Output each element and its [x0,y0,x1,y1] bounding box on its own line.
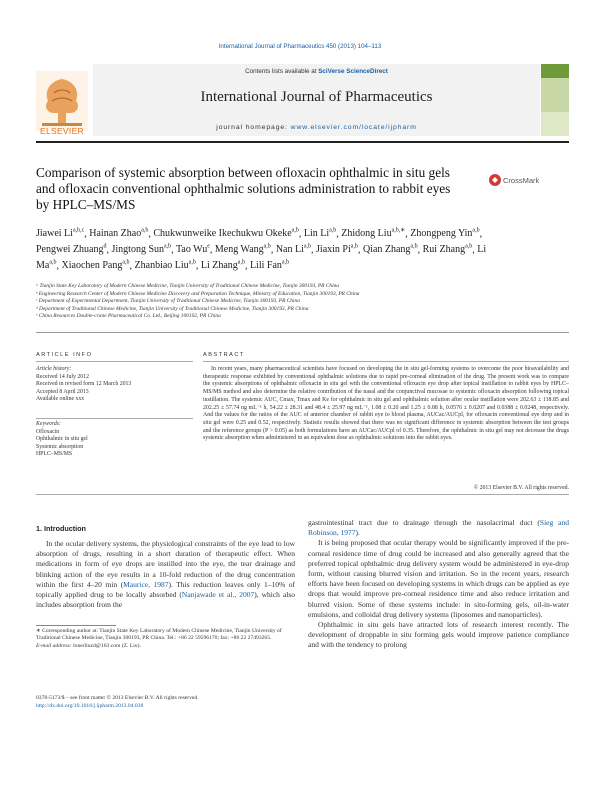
author-name: Zhidong Liu [341,228,392,240]
citation-link[interactable]: Maurice, 1987 [123,579,169,589]
author-affiliation-marker: a,b [291,228,299,234]
author [89,228,148,239]
keyword: HPLC–MS/MS [36,451,73,458]
email-line [36,643,295,650]
author-name: Jingtong Sun [111,244,165,256]
journal-citation: International Journal of Pharmaceutics 450 (2013) 104–113 [218,43,382,50]
issn-line: 0378-5173/$ – see front matter © 2013 Elsevier B.V. All rights reserved. [36,695,199,701]
author-name: Zhanbiao Liu [134,260,189,272]
keywords-rule [36,418,193,419]
author-affiliation-marker: a,b [465,243,473,250]
author-affiliation-marker: a,b,∗ [391,228,406,234]
author-name: Jiawei Li [36,228,73,240]
paragraph [308,518,569,538]
corresponding-author-note: ∗ Corresponding author at: Tianjin State Key Laboratory of Modern Chinese Medicine, Tianjin University of Traditional Chinese Medicine, Tianjin 300193, PR China. Tel.: +86 22 59596170; fax: +86 22 27493265. [36,628,282,642]
abstract-heading: ABSTRACT [203,352,245,358]
author [112,244,172,255]
author-name: Qian Zhang [362,244,411,256]
author-name: Xiaochen Pang [61,260,123,272]
history-item: Available online xxx [36,396,85,403]
homepage-url[interactable]: www.elsevier.com/locate/ijpharm [290,124,417,131]
crossmark-badge[interactable] [488,173,540,187]
journal-cover-thumbnail [541,64,569,136]
author-affiliation-marker: a,b [188,259,196,266]
contents-line [93,68,540,75]
author-affiliation-marker: a,b [303,243,312,250]
author [250,260,289,271]
author [62,260,130,271]
elsevier-wordmark: ELSEVIER [40,126,84,136]
introduction-heading: 1. Introduction [36,524,86,533]
author-name: Meng Wang [214,244,264,256]
page-footer [36,695,336,710]
contents-prefix: Contents lists available at [245,68,319,75]
paragraph: It is being proposed that ocular therapy would be significantly improved if the pre-corneal residence time of drug could be increased and also generally agreed that the preferred topical ophthalmic drug delivery system would be administered in eye-drop form, without causing blurred vision and irritation. So in the recent years, research efforts have been focused on developing systems in which drugs can be applied as eye drops that would improve pre-corneal residence time and also reduce irritation and blurred vision. Some of these systems include: in situ-forming gels, oil-in-water emulsions, and colloidal drug delivery systems (liposomes and nanoparticles). [308,538,569,619]
body-text: In the ocular delivery systems, the physiological constraints of the eye lead to low absorption of drugs, resulting in a short duration of therapeutic effect. When medications in form of eye drops are instilled into the eye, the tear drainage and blinking action of the eye results in a 10-fold reduction of the drug concentration within the first 4–20 min ( [36,539,295,589]
author-name: Pengwei Zhuang [36,244,104,256]
author-affiliation-marker: a,b [410,243,418,250]
affiliations [36,283,536,321]
journal-homepage [93,124,540,131]
sciencedirect-link[interactable]: SciVerse ScienceDirect [318,68,388,75]
cover-top-band [541,64,569,78]
author-name: Li Zhang [200,260,238,272]
body-text: ). This reduction leaves only 1–10% of topically applied drug to be locally absorbed ( [36,579,295,600]
author-affiliation-marker: a,b [350,243,358,250]
body-text: gastrointestinal tract due to drainage through the nasolacrimal duct ( [308,518,540,527]
affiliation-rule [36,332,569,333]
citation-link[interactable]: Sieg and Robinson, 1977 [308,518,569,538]
author-name: Jiaxin Pi [316,244,351,256]
author-list: Jiawei Li$^{a,b,c}$, Hainan Zhao$^{a,b}$, Chukwunweike Ikechukwu Okeke$^{a,b}$, Lin Li$^{a,b}$, Zhidong Liu$^{a,b,∗}$, Zhongpeng Yin$^{a,b}$, Pengwei Zhuang$^d$, Jingtong Sun$^{a,b}$, Tao Wu$^e$, Meng Wang$^{a,b}$, Nan Li$^{a,b}$, Jiaxin Pi$^{a,b}$, Qian Zhang$^{a,b}$, Rui Zhang$^{a,b}$, Li Ma$^{a,b}$, Xiaochen Pang$^{a,b}$, Zhanbiao Liu$^{a,b}$, Li Zhang$^{a,b}$, Lili Fan$^{a,b}$ [36,228,487,272]
affiliation: ᵈ Department of Traditional Chinese Medicine, Tianjin University of Traditional Chinese Medicine, Tianjin 300193, PR China [36,305,309,312]
affiliation: ᵇ Engineering Research Center of Modern Chinese Medicine Discovery and Preparation Technique, Ministry of Education, Tianjin 300193, PR China [36,290,360,297]
history-item: Accepted 8 April 2013 [36,388,89,395]
author-name: Hainan Zhao [89,228,142,240]
author [201,260,245,271]
author [410,228,479,239]
body-text: ). [355,528,360,538]
author [153,228,298,239]
author [363,244,418,255]
article-title: Comparison of systemic absorption between ofloxacin ophthalmic in situ gels and ofloxacin conventional ophthalmic solutions administration to rabbit eyes by HPLC–MS/MS [36,165,451,213]
author [276,244,311,255]
paragraph: Ophthalmic in situ gels have attracted lots of research interest recently. The development of droppable in situ forming gels would improve patience compliance and with the tendency to prolong [308,620,569,650]
author-name: Zhongpeng Yin [410,228,473,240]
history-item: Received in revised form 12 March 2013 [36,381,132,388]
author-name: Tao Wu [176,244,208,256]
keyword: Ofloxacin [36,428,60,435]
email-address[interactable]: lonerliuzd@163.com (Z. Liu). [73,642,141,649]
header-rule [36,141,569,143]
abstract-rule [203,361,569,362]
author [135,260,196,271]
author-name: Lin Li [303,228,330,240]
homepage-prefix: journal homepage: [216,124,291,131]
author-affiliation-marker: a,b [141,228,149,234]
keywords-label: Keywords: [36,421,61,427]
affiliation: ᵉ China Resources Double-crane Pharmaceutical Co. Ltd., Beijing 100102, PR China [36,313,221,319]
author-affiliation-marker: a,b [122,259,130,266]
keywords [36,421,193,459]
crossmark-label: CrossMark [503,176,540,185]
email-label: E-mail address: [36,642,74,649]
history-label: Article history: [36,366,72,372]
article-info-rule [36,361,193,362]
cover-bottom-band [541,112,569,136]
article-history [36,366,193,404]
author [341,228,405,239]
author-affiliation-marker: d [103,243,107,250]
article-info-heading: ARTICLE INFO [36,352,93,358]
affiliation: ᵃ Tianjin State Key Laboratory of Modern Chinese Medicine, Tianjin University of Traditional Chinese Medicine, Tianjin 300193, PR China [36,283,339,289]
author [316,244,358,255]
author-name: Li Ma [36,244,487,272]
introduction-column-2 [308,518,569,651]
front-matter-rule [36,494,569,495]
author [36,228,84,239]
body-text: ), which also includes absorption from the [36,590,295,610]
author-affiliation-marker: a,b [329,228,337,234]
doi-link[interactable]: http://dx.doi.org/10.1016/j.ijpharm.2013.04.038 [36,702,144,709]
author-name: Chukwunweike Ikechukwu Okeke [153,228,292,240]
history-item: Received 14 July 2012 [36,373,89,380]
introduction-column-1 [36,539,295,610]
author-affiliation-marker: a,b [472,228,480,234]
author-affiliation-marker: a,b,c [72,228,85,234]
keyword: Ophthalmic in situ gel [36,436,88,443]
author-affiliation-marker: a,b [281,259,290,266]
author [215,244,271,255]
abstract-text: In recent years, many pharmaceutical scientists have focused on developing the in situ gel-forming systems to overcome the poor bioavailability and therapeutic response exhibited by conventional ophthalmic solutions due to rapid pre-corneal elimination of the drug. The present work was to compare the systemic absorptions of ophthalmic ofloxacin in situ gel with the conventional ofloxacin eye drop after topical instillation to rabbit eyes by HPLC–MS/MS method and also determine the relative contribution of the nasal and the conjunctival mucosae to systemic ofloxacin absorption following topical instillation. The systemic AUC, Cmax, Tmax and Ke for ophthalmic in situ gel and ophthalmic solution after ocular instillation were 202.63 ± 118.85 and 202.25 ± 57.74 ng mL⁻¹ h, 54.22 ± 28.31 and 48.4 ± 25.97 ng mL⁻¹, 1.08 ± 0.20 and 1.25 ± 0.88 h, 0.0576 ± 0.0207 and 0.0388 ± 0.0248, respectively. And the values for the ratios of the AUC of anterior chamber of rabbit eye to blood plasma, AUCac/AUCpl, for ofloxacin conventional eye drop and in situ gel were 0.25 and 0.52, respectively. Statistic results showed that there was no significant difference in systemic absorption between the test groups and the reference groups (P > 0.05) as both formulations have an AUCac/AUCpl of 0.35. Therefore, the ophthalmic in situ gel may not decrease the drugs systemic absorption when administered in an equivalent dose as ophthalmic solutions into the rabbit eyes. [203,366,569,442]
citation-link[interactable]: Nanjawade et al., 2007 [181,590,255,600]
footnotes [36,628,295,650]
author-affiliation-marker: a,b [237,259,245,266]
footnote-rule [36,625,116,626]
author-name: Rui Zhang [422,244,466,256]
author [423,244,473,255]
author-affiliation-marker: a,b [49,259,57,266]
author-name: Nan Li [275,244,304,256]
crossmark-icon [488,173,540,187]
affiliation: ᶜ Department of Experimental Department, Tianjin University of Traditional Chinese Medicine, Tianjin 300193, PR China [36,298,300,304]
abstract-copyright: © 2013 Elsevier B.V. All rights reserved. [473,485,569,491]
author-affiliation-marker: a,b [263,243,271,250]
author [176,244,210,255]
journal-title: International Journal of Pharmaceutics [200,89,433,105]
author-name: Lili Fan [249,260,282,272]
keyword: Systemic absorption [36,443,84,450]
author [304,228,336,239]
author [36,244,107,255]
author-affiliation-marker: e [207,243,210,250]
author-affiliation-marker: a,b [164,243,172,250]
